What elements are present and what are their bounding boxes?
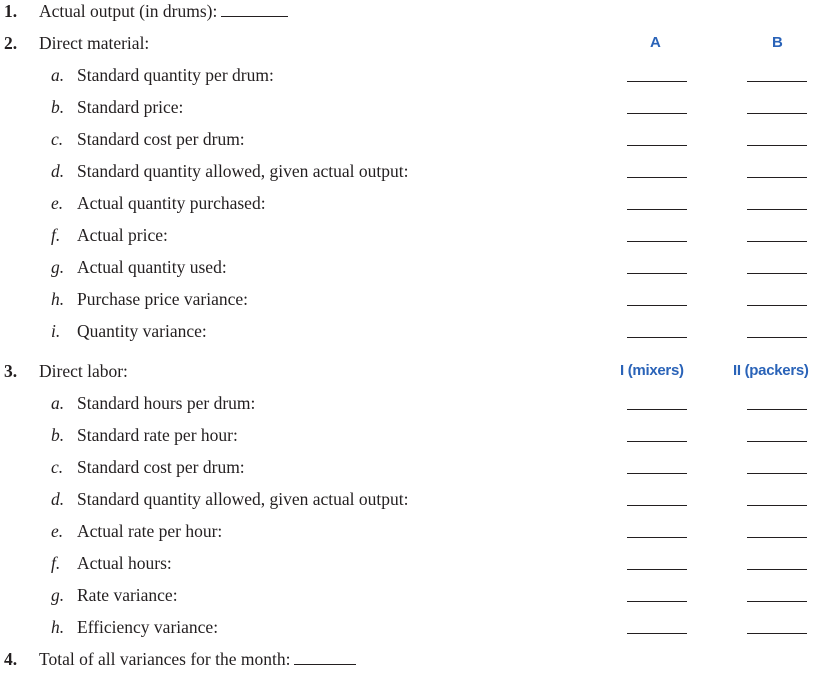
material-item-row — [0, 288, 825, 318]
answer-blank-b[interactable] — [747, 273, 807, 274]
answer-blank-packers[interactable] — [747, 537, 807, 538]
answer-blank-mixers[interactable] — [627, 473, 687, 474]
question-1-label — [39, 0, 288, 22]
item-label: Standard rate per hour: — [77, 425, 238, 445]
answer-blank-a[interactable] — [627, 177, 687, 178]
answer-blank-b[interactable] — [747, 177, 807, 178]
labor-item-row — [0, 616, 825, 646]
answer-blank-a[interactable] — [627, 337, 687, 338]
labor-item-row — [0, 520, 825, 550]
question-2-number: 2. — [4, 33, 18, 53]
item-letter: a. — [51, 393, 65, 413]
answer-blank-mixers[interactable] — [627, 537, 687, 538]
material-item-row — [0, 64, 825, 94]
column-header-mixers: I (mixers) — [620, 362, 684, 379]
answer-blank-packers[interactable] — [747, 409, 807, 410]
material-item-row — [0, 224, 825, 254]
answer-blank-packers[interactable] — [747, 569, 807, 570]
question-3-row — [0, 360, 825, 390]
labor-item-row — [0, 456, 825, 486]
item-letter: h. — [51, 617, 65, 637]
item-label: Standard quantity allowed, given actual output: — [77, 489, 409, 509]
question-1-label-text: Actual output (in drums): — [39, 1, 218, 21]
question-1-number: 1. — [4, 1, 18, 21]
answer-blank-packers[interactable] — [747, 601, 807, 602]
item-letter: g. — [51, 585, 65, 605]
question-2-label: Direct material: — [39, 33, 150, 53]
material-item-row — [0, 128, 825, 158]
material-item-row — [0, 320, 825, 350]
item-letter: b. — [51, 97, 65, 117]
item-letter: a. — [51, 65, 65, 85]
answer-blank-mixers[interactable] — [627, 409, 687, 410]
answer-blank-b[interactable] — [747, 145, 807, 146]
item-label: Standard cost per drum: — [77, 129, 245, 149]
question-2-row — [0, 32, 825, 62]
answer-blank-a[interactable] — [627, 113, 687, 114]
total-variances-blank[interactable] — [294, 648, 356, 665]
answer-blank-packers[interactable] — [747, 441, 807, 442]
labor-item-row — [0, 488, 825, 518]
answer-blank-mixers[interactable] — [627, 441, 687, 442]
item-label: Actual hours: — [77, 553, 172, 573]
item-label: Standard price: — [77, 97, 184, 117]
material-item-row — [0, 192, 825, 222]
answer-blank-a[interactable] — [627, 209, 687, 210]
question-3-number: 3. — [4, 361, 18, 381]
answer-blank-a[interactable] — [627, 305, 687, 306]
answer-blank-b[interactable] — [747, 337, 807, 338]
answer-blank-mixers[interactable] — [627, 601, 687, 602]
item-letter: f. — [51, 225, 61, 245]
material-item-row — [0, 96, 825, 126]
item-label: Actual quantity purchased: — [77, 193, 266, 213]
answer-blank-b[interactable] — [747, 241, 807, 242]
item-letter: c. — [51, 129, 64, 149]
answer-blank-mixers[interactable] — [627, 569, 687, 570]
item-letter: c. — [51, 457, 64, 477]
answer-blank-mixers[interactable] — [627, 505, 687, 506]
item-letter: g. — [51, 257, 65, 277]
answer-blank-b[interactable] — [747, 209, 807, 210]
question-4-number: 4. — [4, 649, 18, 669]
question-4-label — [39, 648, 356, 670]
labor-item-row — [0, 584, 825, 614]
question-4-row — [0, 648, 825, 678]
answer-blank-a[interactable] — [627, 81, 687, 82]
item-letter: d. — [51, 161, 65, 181]
item-label: Actual price: — [77, 225, 168, 245]
answer-blank-b[interactable] — [747, 113, 807, 114]
item-letter: f. — [51, 553, 61, 573]
column-header-b: B — [772, 34, 783, 51]
item-label: Rate variance: — [77, 585, 178, 605]
item-letter: h. — [51, 289, 65, 309]
question-3-label: Direct labor: — [39, 361, 128, 381]
answer-blank-b[interactable] — [747, 81, 807, 82]
answer-blank-mixers[interactable] — [627, 633, 687, 634]
question-1-row — [0, 0, 825, 30]
item-label: Efficiency variance: — [77, 617, 219, 637]
material-item-row — [0, 160, 825, 190]
column-header-packers: II (packers) — [733, 362, 809, 379]
item-label: Quantity variance: — [77, 321, 207, 341]
item-label: Actual rate per hour: — [77, 521, 223, 541]
answer-blank-packers[interactable] — [747, 505, 807, 506]
answer-blank-a[interactable] — [627, 145, 687, 146]
labor-item-row — [0, 552, 825, 582]
answer-blank-a[interactable] — [627, 241, 687, 242]
answer-blank-a[interactable] — [627, 273, 687, 274]
item-label: Purchase price variance: — [77, 289, 249, 309]
item-label: Standard quantity per drum: — [77, 65, 274, 85]
actual-output-blank[interactable] — [221, 0, 288, 17]
item-letter: e. — [51, 521, 64, 541]
item-letter: e. — [51, 193, 64, 213]
labor-item-row — [0, 392, 825, 422]
item-letter: b. — [51, 425, 65, 445]
item-letter: i. — [51, 321, 61, 341]
answer-blank-b[interactable] — [747, 305, 807, 306]
item-label: Standard hours per drum: — [77, 393, 256, 413]
item-label: Standard quantity allowed, given actual output: — [77, 161, 409, 181]
question-4-label-text: Total of all variances for the month: — [39, 649, 291, 669]
column-header-a: A — [650, 34, 661, 51]
item-letter: d. — [51, 489, 65, 509]
item-label: Standard cost per drum: — [77, 457, 245, 477]
answer-blank-packers[interactable] — [747, 633, 807, 634]
answer-blank-packers[interactable] — [747, 473, 807, 474]
labor-item-row — [0, 424, 825, 454]
material-item-row — [0, 256, 825, 286]
item-label: Actual quantity used: — [77, 257, 227, 277]
